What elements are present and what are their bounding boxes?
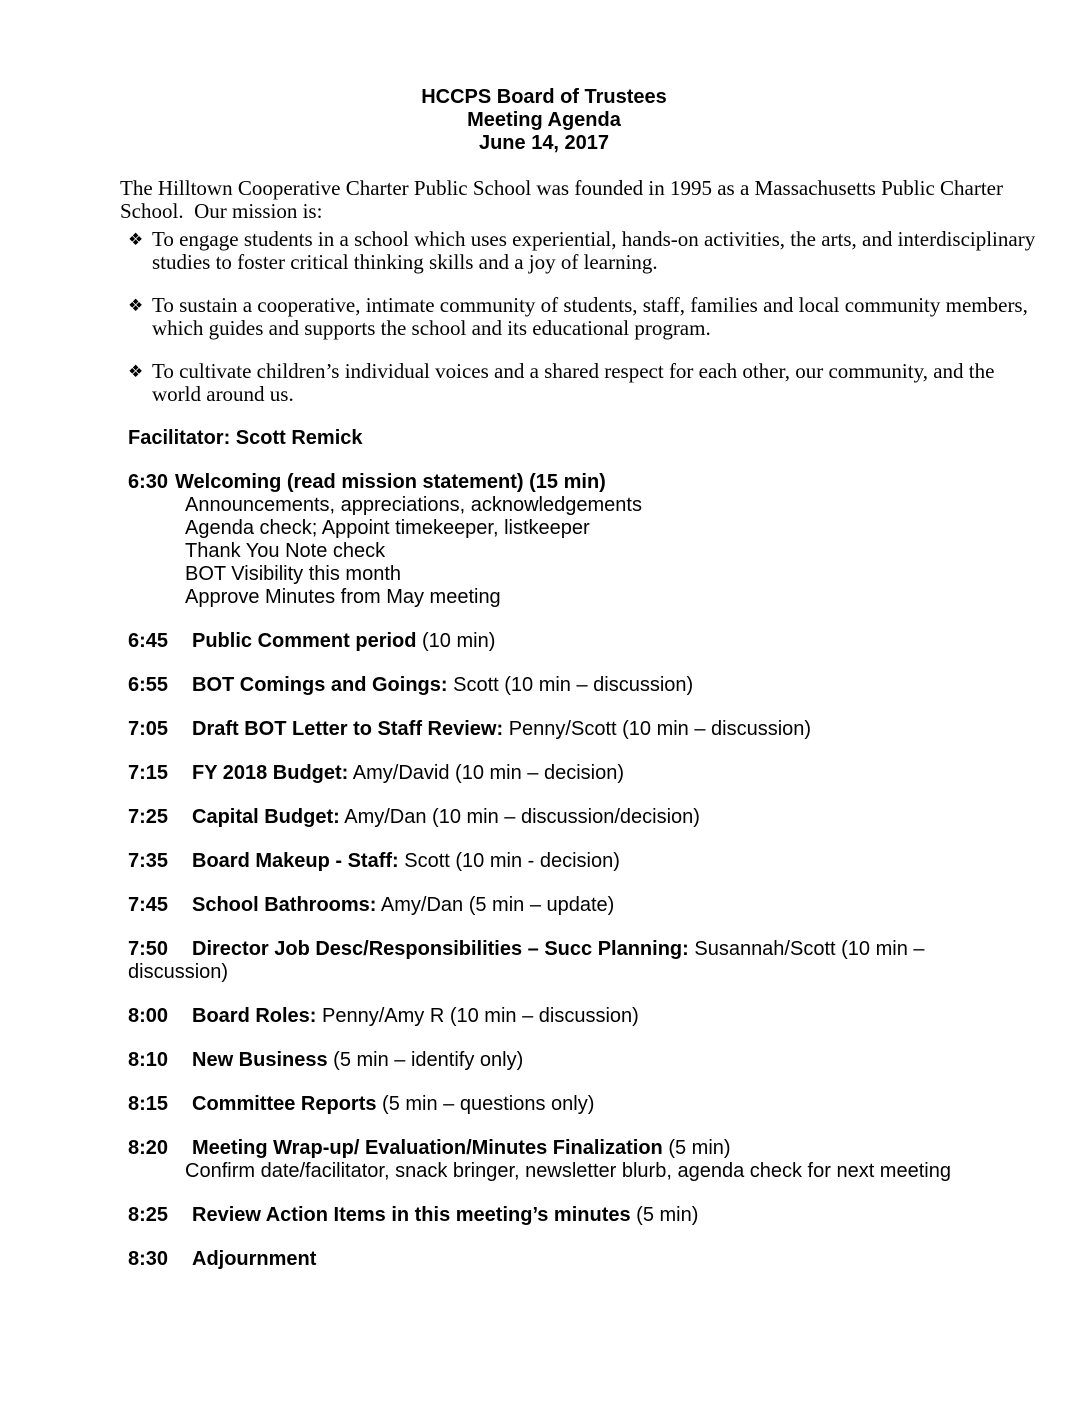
agenda-time: 7:15 <box>128 762 169 784</box>
agenda-item <box>128 471 1048 609</box>
agenda-item-text <box>192 674 693 696</box>
agenda-item <box>128 850 1048 873</box>
agenda-time: 6:45 <box>128 630 169 652</box>
diamond-bullet-icon: ❖ <box>128 296 144 316</box>
agenda-item-title: School Bathrooms: <box>192 894 377 916</box>
agenda-item-title: FY 2018 Budget: <box>192 762 349 784</box>
mission-list <box>120 228 1048 406</box>
document-header <box>0 86 1088 155</box>
agenda-item <box>128 674 1048 697</box>
mission-bullet <box>120 294 1048 340</box>
agenda-item-title: Review Action Items in this meeting’s minutes <box>192 1204 631 1226</box>
agenda-item-text <box>192 762 624 784</box>
agenda-item-title: Draft BOT Letter to Staff Review: <box>192 718 504 740</box>
agenda-item-text <box>192 1049 523 1071</box>
agenda-item <box>128 1248 1048 1271</box>
agenda-time: 7:50 <box>128 938 169 960</box>
agenda-item-text <box>192 1005 639 1027</box>
doc-title-line-3: June 14, 2017 <box>478 132 610 154</box>
agenda-item <box>128 1005 1048 1028</box>
agenda-time: 8:25 <box>128 1204 169 1226</box>
agenda-time: 7:35 <box>128 850 169 872</box>
agenda-item-detail: (5 min – questions only) <box>376 1093 595 1115</box>
agenda-time: 8:00 <box>128 1005 169 1027</box>
agenda-item <box>128 806 1048 829</box>
agenda-list <box>128 471 1048 1271</box>
agenda-sub-line: Announcements, appreciations, acknowledgements <box>185 494 642 516</box>
agenda-item-detail: Scott (10 min - decision) <box>398 850 620 872</box>
agenda-item-detail: (10 min) <box>416 630 496 652</box>
agenda-time: 8:15 <box>128 1093 169 1115</box>
agenda-item <box>128 630 1048 653</box>
agenda-item-detail: (5 min – identify only) <box>327 1049 524 1071</box>
agenda-item <box>128 894 1048 917</box>
bullet-text-line: which guides and supports the school and its educational program. <box>152 316 711 340</box>
agenda-item-title: BOT Comings and Goings: <box>192 674 448 696</box>
bullet-text-line: To engage students in a school which uses experiential, hands-on activities, the arts, and interdisciplinary <box>152 227 1036 251</box>
agenda-item-title: Board Roles: <box>192 1005 317 1027</box>
agenda-item-detail: Susannah/Scott (10 min – <box>688 938 925 960</box>
agenda-time: 7:45 <box>128 894 169 916</box>
agenda-time: 8:10 <box>128 1049 169 1071</box>
agenda-item <box>128 762 1048 785</box>
bullet-text <box>152 228 1048 274</box>
agenda-time: 8:30 <box>128 1248 169 1270</box>
agenda-item-text <box>192 850 620 872</box>
agenda-item <box>128 1049 1048 1072</box>
agenda-item-title: Board Makeup - Staff: <box>192 850 399 872</box>
mission-bullet <box>120 360 1048 406</box>
agenda-item-text <box>128 938 925 983</box>
agenda-item <box>128 938 1048 984</box>
agenda-item-title: Committee Reports <box>192 1093 377 1115</box>
doc-title-line-2: Meeting Agenda <box>467 109 621 131</box>
agenda-sub-line: Agenda check; Appoint timekeeper, listkeeper <box>185 517 590 539</box>
agenda-item-detail: Amy/David (10 min – decision) <box>348 762 625 784</box>
agenda-item-detail: Penny/Scott (10 min – discussion) <box>503 718 812 740</box>
agenda-time: 6:30 <box>128 471 169 493</box>
agenda-sub-line: Approve Minutes from May meeting <box>185 586 501 608</box>
bullet-text <box>152 360 1048 406</box>
agenda-item-text <box>192 806 700 828</box>
agenda-item <box>128 1093 1048 1116</box>
agenda-item-title: Director Job Desc/Responsibilities – Succ Planning: <box>192 938 689 960</box>
agenda-time: 8:20 <box>128 1137 169 1159</box>
agenda-item-detail: (5 min) <box>630 1204 699 1226</box>
agenda-sub-line: Thank You Note check <box>185 540 386 562</box>
agenda-time: 7:25 <box>128 806 169 828</box>
agenda-item-detail: Scott (10 min – discussion) <box>447 674 694 696</box>
agenda-item-title: New Business <box>192 1049 328 1071</box>
agenda-item-text <box>192 1204 698 1226</box>
agenda-item <box>128 1137 1048 1183</box>
agenda-item-detail: Penny/Amy R (10 min – discussion) <box>316 1005 639 1027</box>
bullet-text-line: world around us. <box>152 382 294 406</box>
intro-line-2: School. Our mission is: <box>120 199 323 223</box>
agenda-item-title: Welcoming (read mission statement) (15 min) <box>175 471 606 493</box>
bullet-text <box>152 294 1048 340</box>
agenda-item-text <box>192 630 495 652</box>
bullet-text-line: To cultivate children’s individual voices and a shared respect for each other, our community, and the <box>152 359 995 383</box>
intro-paragraph <box>120 177 1028 223</box>
agenda-item-detail: (5 min) <box>662 1137 731 1159</box>
agenda-item-detail-wrap: discussion) <box>128 961 229 983</box>
agenda-item-text <box>192 1137 731 1159</box>
agenda-item-text <box>192 718 811 740</box>
agenda-item <box>128 718 1048 741</box>
bullet-text-line: To sustain a cooperative, intimate community of students, staff, families and local community members, <box>152 293 1028 317</box>
intro-line-1: The Hilltown Cooperative Charter Public School was founded in 1995 as a Massachusetts Public Charter <box>120 176 1003 200</box>
agenda-item-title: Public Comment period <box>192 630 417 652</box>
mission-bullet <box>120 228 1048 274</box>
agenda-item-text <box>192 894 614 916</box>
agenda-item-text <box>192 1093 594 1115</box>
agenda-item-title: Adjournment <box>192 1248 317 1270</box>
agenda-item <box>128 1204 1048 1227</box>
agenda-time: 6:55 <box>128 674 169 696</box>
agenda-item-title: Meeting Wrap-up/ Evaluation/Minutes Finalization <box>192 1137 663 1159</box>
agenda-item-text <box>175 471 606 493</box>
diamond-bullet-icon: ❖ <box>128 230 144 250</box>
agenda-time: 7:05 <box>128 718 169 740</box>
agenda-item-detail: Amy/Dan (5 min – update) <box>376 894 615 916</box>
diamond-bullet-icon: ❖ <box>128 362 144 382</box>
agenda-item-detail: Amy/Dan (10 min – discussion/decision) <box>339 806 700 828</box>
agenda-item-text <box>192 1248 316 1270</box>
doc-title-line-1: HCCPS Board of Trustees <box>421 86 667 108</box>
agenda-sub-line: Confirm date/facilitator, snack bringer, newsletter blurb, agenda check for next meeting <box>185 1160 951 1182</box>
facilitator-line: Facilitator: Scott Remick <box>128 427 363 449</box>
agenda-item-title: Capital Budget: <box>192 806 340 828</box>
agenda-sub-line: BOT Visibility this month <box>185 563 402 585</box>
bullet-text-line: studies to foster critical thinking skills and a joy of learning. <box>152 250 658 274</box>
